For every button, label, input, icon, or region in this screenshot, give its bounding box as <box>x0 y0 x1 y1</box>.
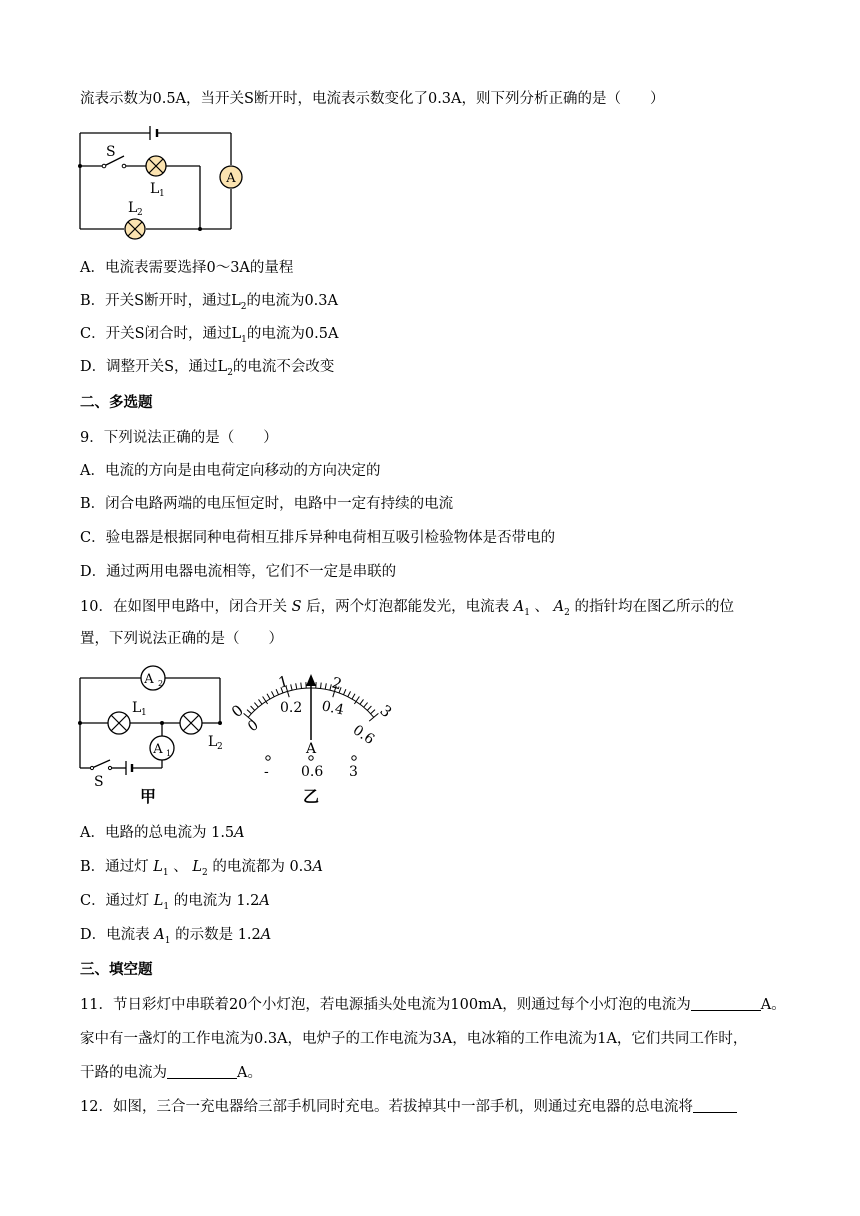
q9-option-b[interactable]: B．闭合电路两端的电压恒定时，电路中一定有持续的电流 <box>80 496 454 512</box>
lamp-l1-icon <box>108 712 130 734</box>
q10-option-b[interactable]: B．通过灯 $L_1$ 、 $L_2$ 的电流都为 0.3A <box>80 859 323 878</box>
q11-line2: 家中有一盏灯的工作电流为0.3A，电炉子的工作电流为3A，电冰箱的工作电流为1A，它们共同工作时， <box>80 1031 748 1047</box>
svg-text:A: A <box>153 742 163 757</box>
section-title-fill-in: 三、填空题 <box>80 962 153 978</box>
svg-text:L: L <box>150 181 160 197</box>
q8-stem: 流表示数为0.5A，当开关S断开时，电流表示数变化了0.3A，则下列分析正确的是（ ） <box>80 91 665 107</box>
dial-tick <box>321 683 322 689</box>
svg-text:L: L <box>128 200 138 216</box>
q11-line3: 干路的电流为 A。 <box>80 1065 262 1081</box>
svg-text:3: 3 <box>376 701 396 722</box>
q10-stem-line1: 10．在如图甲电路中，闭合开关 S 后，两个灯泡都能发光，电流表 $A_1$ 、 $A_2$ 的指针均在图乙所示的位 <box>80 599 734 618</box>
q8-option-a[interactable]: A．电流表需要选择0～3A的量程 <box>80 260 294 276</box>
svg-text:-: - <box>264 764 269 780</box>
svg-text:0.4: 0.4 <box>320 698 346 719</box>
dial-tick <box>267 694 270 699</box>
q8-option-c[interactable]: C．开关S闭合时，通过$L_1$的电流为0.5A <box>80 326 339 345</box>
svg-text:L: L <box>132 700 142 716</box>
q8-option-d[interactable]: D．调整开关S，通过$L_2$的电流不会改变 <box>80 359 335 378</box>
ammeter-icon <box>220 166 242 188</box>
q8-circuit-diagram <box>70 118 260 248</box>
svg-text:0.6: 0.6 <box>349 722 378 749</box>
lamp-l2-icon <box>125 219 145 239</box>
ammeter-a2-icon <box>141 666 165 690</box>
svg-text:2: 2 <box>329 673 344 694</box>
svg-text:甲: 甲 <box>140 787 157 806</box>
svg-text:A: A <box>306 741 317 757</box>
ammeter-a1-icon <box>150 736 174 760</box>
q11-line1: 11．节日彩灯中串联着20个小灯泡，若电源插头处电流为100mA，则通过每个小灯泡的电流为 A。 <box>80 997 786 1013</box>
dial-tick <box>325 683 326 689</box>
svg-text:0: 0 <box>228 701 247 722</box>
q10-ammeter-dial-yi <box>228 660 398 810</box>
svg-text:1: 1 <box>141 708 147 718</box>
q9-option-d[interactable]: D．通过两用电器电流相等，它们不一定是串联的 <box>80 564 397 580</box>
q12-blank-1[interactable] <box>693 1097 737 1113</box>
svg-text:S: S <box>106 144 116 160</box>
dial-tick <box>364 703 368 708</box>
svg-text:3: 3 <box>349 764 358 780</box>
q11-blank-1[interactable] <box>691 995 761 1011</box>
q10-option-d[interactable]: D．电流表 $A_1$ 的示数是 1.2A <box>80 927 272 946</box>
svg-text:1: 1 <box>159 189 165 199</box>
dial-tick <box>272 691 275 696</box>
q10-option-c[interactable]: C．通过灯 $L_1$ 的电流为 1.2A <box>80 893 270 912</box>
svg-text:L: L <box>208 734 218 750</box>
q10-option-a[interactable]: A．电路的总电流为 1.5A <box>80 825 245 841</box>
dial-tick <box>348 691 351 696</box>
q9-option-a[interactable]: A．电流的方向是由电荷定向移动的方向决定的 <box>80 463 381 479</box>
svg-text:S: S <box>94 774 104 790</box>
lamp-l2-icon <box>180 712 202 734</box>
dial-tick <box>251 706 255 710</box>
svg-text:2: 2 <box>158 679 164 688</box>
dial-tick <box>296 683 297 689</box>
dial-tick <box>301 683 302 689</box>
q11-blank-2[interactable] <box>167 1063 237 1079</box>
q9-option-c[interactable]: C．验电器是根据同种电荷相互排斥异种电荷相互吸引检验物体是否带电的 <box>80 530 556 546</box>
svg-text:0.6: 0.6 <box>301 764 324 780</box>
dial-tick <box>254 703 258 708</box>
dial-tick <box>371 710 375 714</box>
q10-circuit-jia <box>70 660 240 810</box>
dial-tick <box>344 689 346 695</box>
q12-line1: 12．如图，三合一充电器给三部手机同时充电。若拔掉其中一部手机，则通过充电器的总电流将 <box>80 1097 737 1117</box>
svg-text:0: 0 <box>245 717 262 736</box>
svg-text:0.2: 0.2 <box>280 700 303 716</box>
dial-tick <box>367 706 371 710</box>
q8-option-b[interactable]: B．开关S断开时，通过$L_2$的电流为0.3A <box>80 293 338 312</box>
dial-tick <box>360 699 364 704</box>
dial-tick <box>291 684 292 690</box>
lamp-l1-icon <box>146 156 166 176</box>
dial-tick <box>276 689 278 695</box>
svg-text:1: 1 <box>166 749 172 758</box>
q10-stem-line2: 置，下列说法正确的是（ ） <box>80 631 283 647</box>
dial-tick <box>247 710 251 714</box>
svg-text:乙: 乙 <box>303 787 320 806</box>
svg-text:2: 2 <box>137 208 143 218</box>
svg-text:2: 2 <box>217 742 223 752</box>
q9-stem: 9．下列说法正确的是（ ） <box>80 430 278 446</box>
svg-text:1: 1 <box>276 672 291 692</box>
svg-text:A: A <box>226 171 236 186</box>
section-title-multiple-choice: 二、多选题 <box>80 395 153 411</box>
svg-text:A: A <box>144 672 154 687</box>
dial-tick <box>259 699 263 704</box>
dial-tick <box>352 694 355 699</box>
